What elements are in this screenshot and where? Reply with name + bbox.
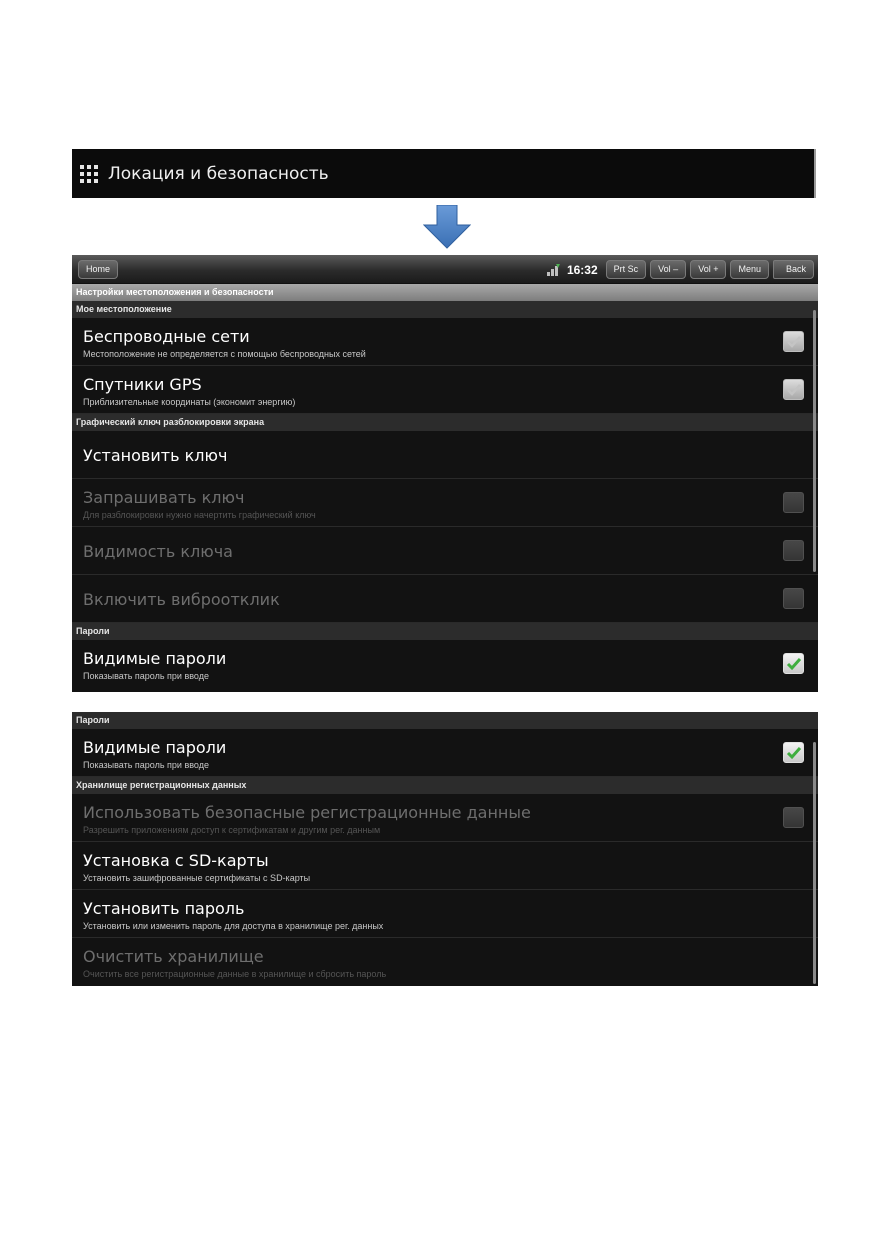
item-summary: Местоположение не определяется с помощью беспроводных сетей	[83, 349, 366, 359]
item-label: Видимость ключа	[83, 542, 233, 561]
print-screen-button[interactable]: Prt Sc	[606, 260, 647, 279]
menu-button[interactable]: Menu	[730, 260, 769, 279]
list-item-set-password[interactable]	[72, 890, 818, 938]
item-label: Спутники GPS	[83, 375, 202, 394]
secure-credentials-checkbox[interactable]	[783, 807, 804, 828]
signal-icon	[547, 264, 561, 276]
item-label: Беспроводные сети	[83, 327, 250, 346]
item-summary: Установить зашифрованные сертификаты с SD-карты	[83, 873, 311, 883]
haptic-feedback-checkbox[interactable]	[783, 588, 804, 609]
section-header: Графический ключ разблокировки экрана	[72, 414, 818, 431]
list-item-gps-satellites[interactable]	[72, 366, 818, 414]
item-label: Установка с SD-карты	[83, 851, 269, 870]
scrollbar[interactable]	[813, 742, 816, 984]
item-label: Видимые пароли	[83, 738, 227, 757]
section-header: Пароли	[72, 712, 818, 729]
item-summary: Показывать пароль при вводе	[83, 671, 209, 681]
list-item-clear-storage[interactable]	[72, 938, 818, 986]
item-summary: Показывать пароль при вводе	[83, 760, 209, 770]
list-item-visible-pattern[interactable]	[72, 527, 818, 575]
item-summary: Для разблокировки нужно начертить графический ключ	[83, 510, 316, 520]
page-title: Настройки местоположения и безопасности	[72, 284, 818, 301]
volume-down-button[interactable]: Vol –	[650, 260, 686, 279]
arrow-down-icon	[423, 205, 471, 249]
section-header: Хранилище регистрационных данных	[72, 777, 818, 794]
item-summary: Очистить все регистрационные данные в хранилище и сбросить пароль	[83, 969, 387, 979]
list-item-install-from-sd[interactable]	[72, 842, 818, 890]
visible-passwords-checkbox[interactable]	[783, 653, 804, 674]
back-button[interactable]: Back	[773, 260, 814, 279]
home-button[interactable]: Home	[78, 260, 118, 279]
banner-title: Локация и безопасность	[108, 163, 329, 184]
check-icon	[786, 382, 802, 398]
list-item-secure-credentials[interactable]	[72, 794, 818, 842]
settings-screen-1	[72, 255, 818, 692]
item-summary: Установить или изменить пароль для доступа в хранилище рег. данных	[83, 921, 384, 931]
item-label: Запрашивать ключ	[83, 488, 245, 507]
volume-up-button[interactable]: Vol +	[690, 260, 726, 279]
list-item-set-pattern[interactable]	[72, 431, 818, 479]
list-item-haptic-feedback[interactable]	[72, 575, 818, 623]
item-label: Включить виброотклик	[83, 590, 280, 609]
grid-icon	[80, 165, 98, 183]
item-label: Очистить хранилище	[83, 947, 264, 966]
item-label: Установить пароль	[83, 899, 245, 918]
list-item-require-pattern[interactable]	[72, 479, 818, 527]
system-bar	[72, 255, 818, 284]
list-item-wireless-networks[interactable]	[72, 318, 818, 366]
visible-pattern-checkbox[interactable]	[783, 540, 804, 561]
location-security-banner[interactable]	[72, 149, 816, 198]
item-label: Видимые пароли	[83, 649, 227, 668]
clock: 16:32	[566, 262, 598, 277]
list-item-visible-passwords[interactable]	[72, 640, 818, 688]
item-summary: Разрешить приложениям доступ к сертификатам и другим рег. данным	[83, 825, 381, 835]
settings-screen-2	[72, 712, 818, 986]
list-item-visible-passwords[interactable]	[72, 729, 818, 777]
check-icon	[786, 656, 802, 672]
visible-passwords-checkbox[interactable]	[783, 742, 804, 763]
scrollbar[interactable]	[813, 310, 816, 572]
wireless-networks-checkbox[interactable]	[783, 331, 804, 352]
item-summary: Приблизительные координаты (экономит энергию)	[83, 397, 296, 407]
gps-checkbox[interactable]	[783, 379, 804, 400]
check-icon	[786, 334, 802, 350]
section-header: Мое местоположение	[72, 301, 818, 318]
require-pattern-checkbox[interactable]	[783, 492, 804, 513]
item-label: Установить ключ	[83, 446, 228, 465]
item-label: Использовать безопасные регистрационные данные	[83, 803, 531, 822]
section-header: Пароли	[72, 623, 818, 640]
check-icon	[786, 745, 802, 761]
